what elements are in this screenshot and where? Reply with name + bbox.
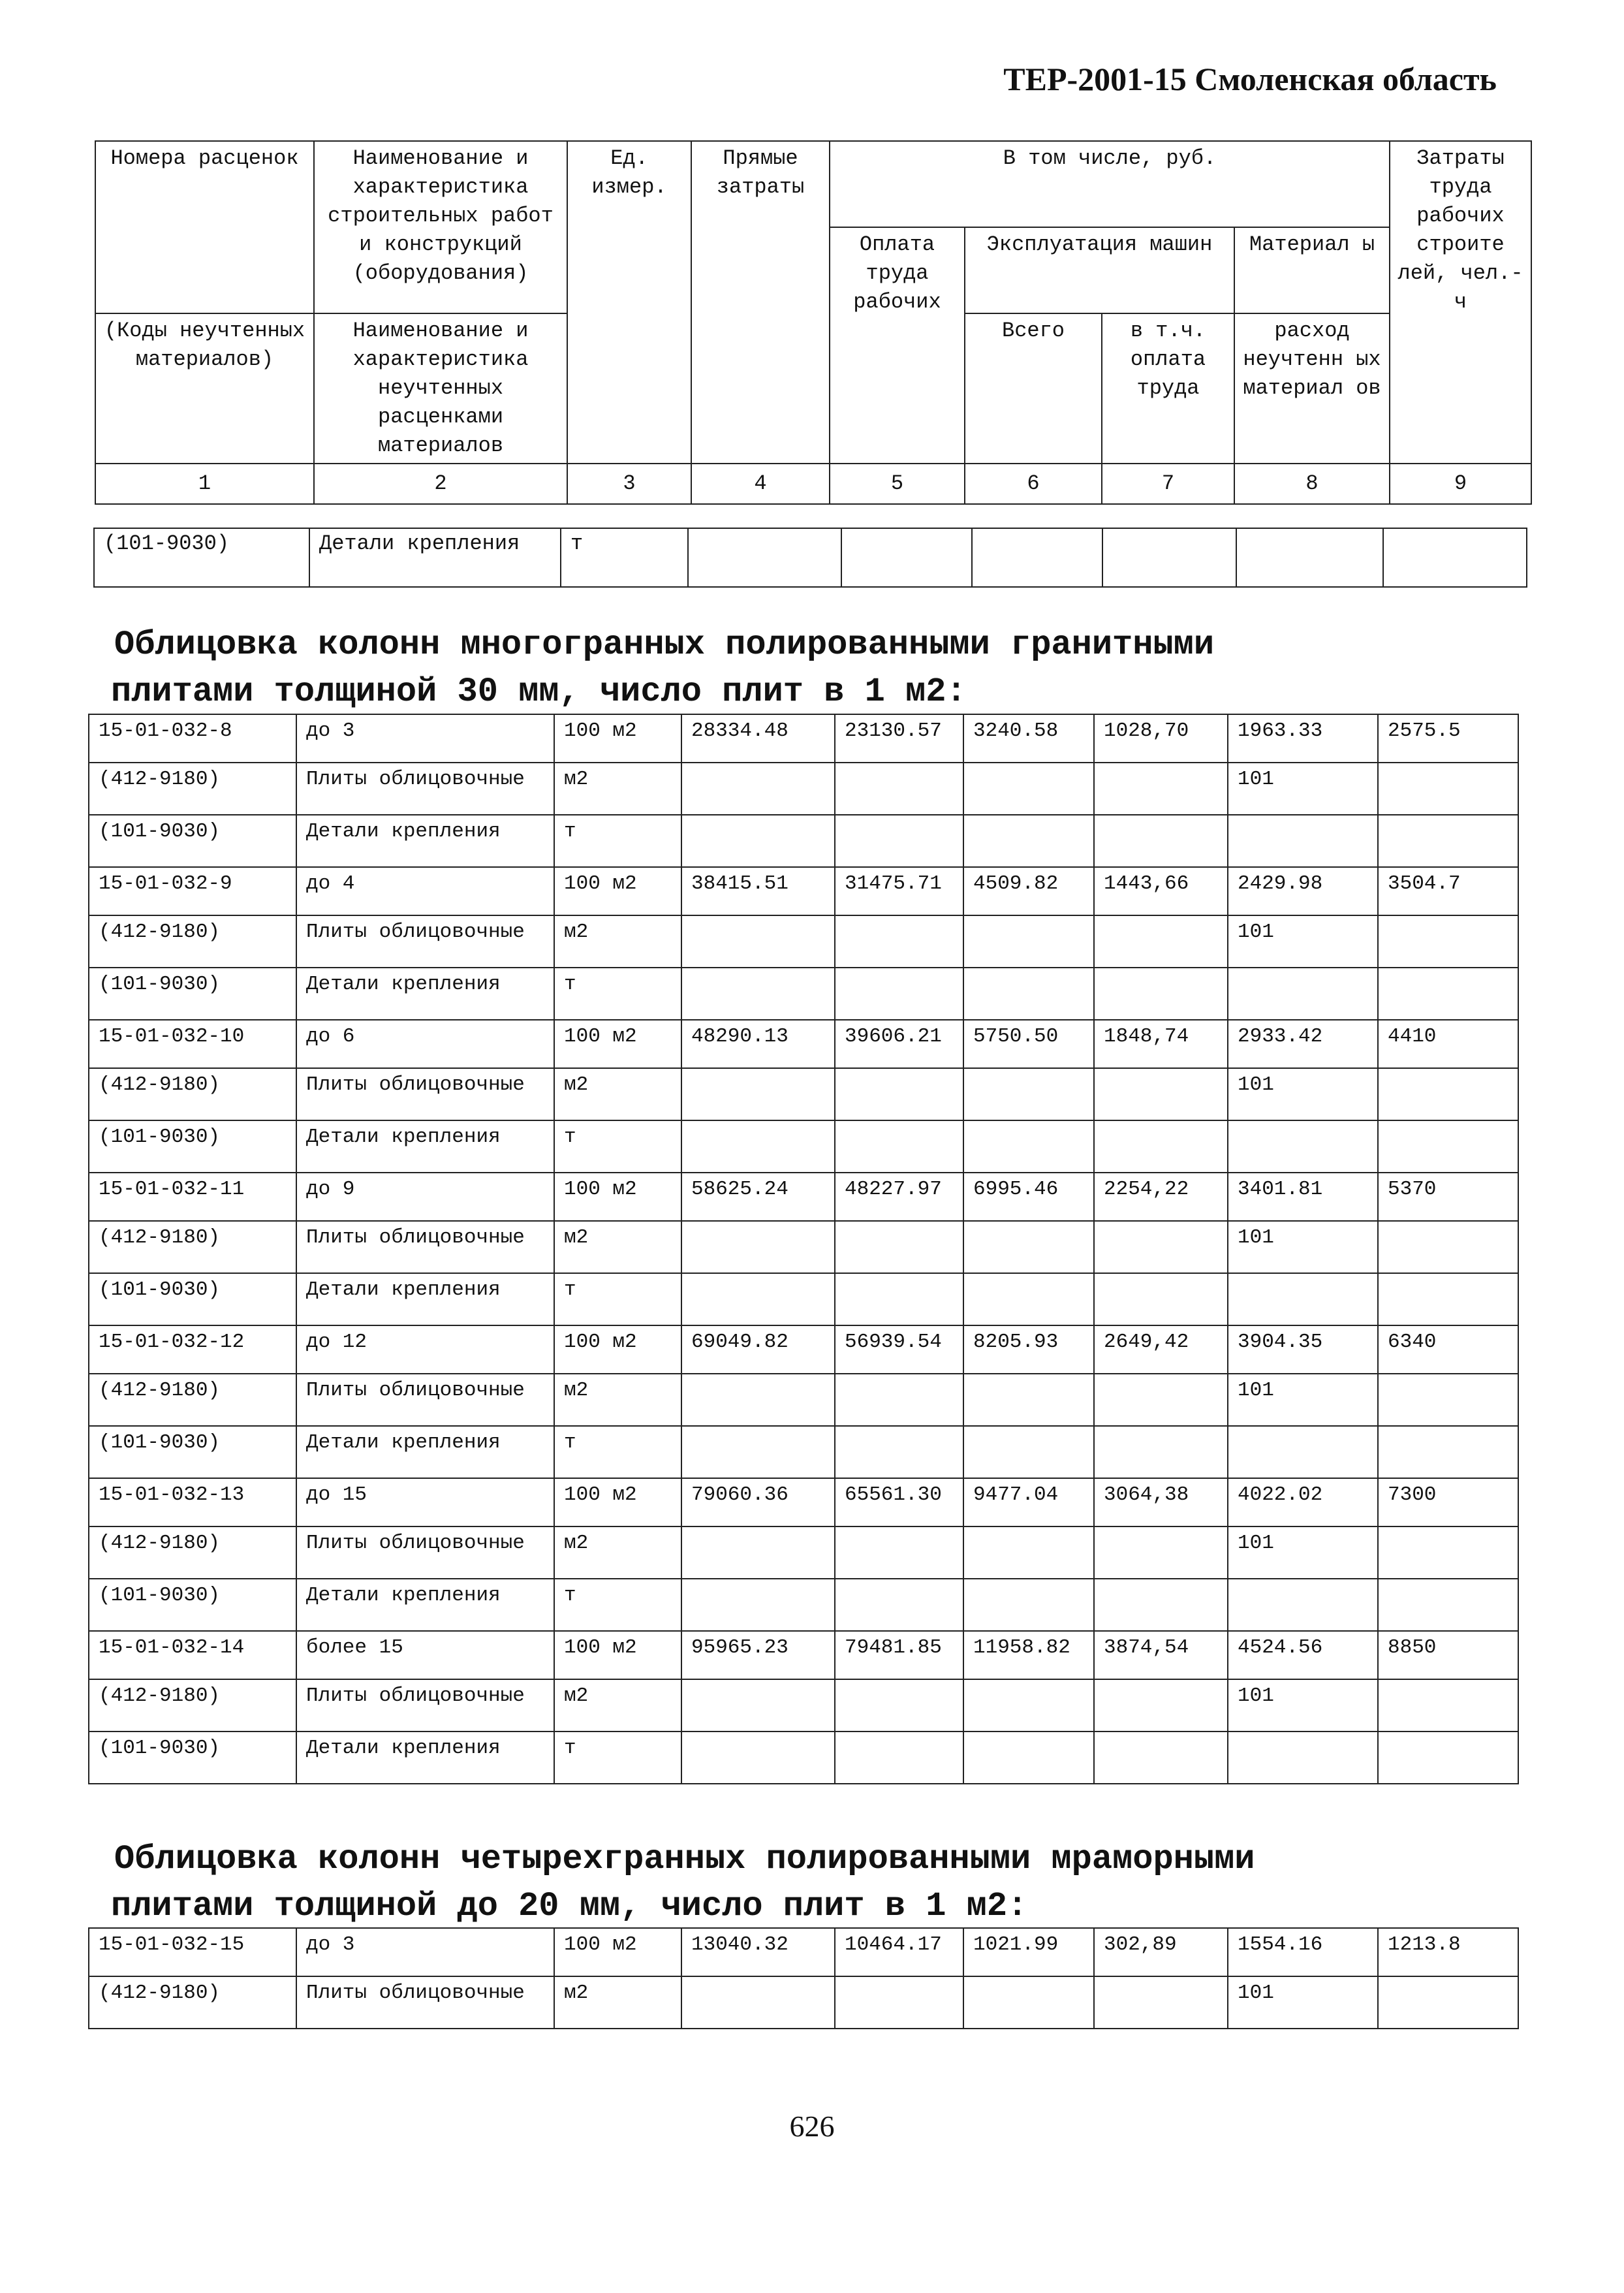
cell-materials: 4524.56: [1228, 1631, 1378, 1679]
table-row: [89, 815, 1518, 867]
cell-labor: [1378, 1679, 1518, 1732]
cell-unit: 100 м2: [554, 1020, 681, 1068]
cell-labor: [1378, 915, 1518, 968]
cell-machines-wage: 2254,22: [1094, 1173, 1228, 1221]
cell-unit: м2: [554, 763, 681, 815]
table-row: [89, 1221, 1518, 1273]
cell-materials: 2429.98: [1228, 867, 1378, 915]
cell-code: (101-9030): [89, 1120, 296, 1173]
cell-materials: 4022.02: [1228, 1478, 1378, 1526]
cell-machines: [963, 815, 1094, 867]
cell-name: Детали крепления: [296, 815, 554, 867]
cell-name: Детали крепления: [296, 1273, 554, 1325]
cell-labor: [1378, 1120, 1518, 1173]
cell-name: до 4: [296, 867, 554, 915]
cell-direct: [681, 915, 835, 968]
cell-code: (101-9030): [89, 1732, 296, 1784]
column-number: 7: [1102, 464, 1234, 504]
cell-machines: [963, 915, 1094, 968]
cell-labor: [1378, 1526, 1518, 1579]
cell-unit: 100 м2: [554, 1478, 681, 1526]
cell-machines-wage: [1094, 915, 1228, 968]
table-row: [89, 915, 1518, 968]
rates-table: [88, 1927, 1519, 2029]
document-header: ТЕР-2001-15 Смоленская область: [1003, 61, 1497, 97]
cell-wages: 31475.71: [835, 867, 963, 915]
page-number: 626: [789, 2110, 835, 2143]
cell-labor: 5370: [1378, 1173, 1518, 1221]
cell-materials: [1228, 1426, 1378, 1478]
cell-name: Детали крепления: [296, 1426, 554, 1478]
cell-labor: [1378, 1976, 1518, 2029]
header-materials: Материал ы: [1234, 227, 1390, 313]
cell-labor: 7300: [1378, 1478, 1518, 1526]
table-row: [89, 1173, 1518, 1221]
cell-wages: 65561.30: [835, 1478, 963, 1526]
cell-name: Плиты облицовочные: [296, 1221, 554, 1273]
cell-direct: [681, 1068, 835, 1120]
cell-wages: [835, 1732, 963, 1784]
cell-unit: м2: [554, 1374, 681, 1426]
cell-unit: т: [554, 1426, 681, 1478]
cell-materials: [1228, 1579, 1378, 1631]
cell-name: Плиты облицовочные: [296, 1976, 554, 2029]
table-row: [89, 1631, 1518, 1679]
cell-name: Детали крепления: [296, 968, 554, 1020]
cell-unit: т: [554, 1120, 681, 1173]
cell-machines: [963, 1732, 1094, 1784]
cell-materials: [1228, 1120, 1378, 1173]
cell-wages: [835, 1120, 963, 1173]
header-including: В том числе, руб.: [830, 141, 1390, 227]
cell-unit: 100 м2: [554, 1631, 681, 1679]
cell-materials: [1228, 1273, 1378, 1325]
cell-direct: [681, 763, 835, 815]
cell-machines: [963, 1426, 1094, 1478]
cell-labor: [1383, 528, 1527, 587]
cell-direct: 95965.23: [681, 1631, 835, 1679]
cell-code: 15-01-032-11: [89, 1173, 296, 1221]
table-row: [94, 528, 1527, 587]
cell-code: 15-01-032-14: [89, 1631, 296, 1679]
cell-machines-wage: 1443,66: [1094, 867, 1228, 915]
cell-name: Детали крепления: [296, 1732, 554, 1784]
cell-wages: 10464.17: [835, 1928, 963, 1976]
cell-machines-wage: [1094, 1374, 1228, 1426]
cell-unit: 100 м2: [554, 867, 681, 915]
table-row: [89, 1374, 1518, 1426]
cell-labor: 3504.7: [1378, 867, 1518, 915]
table-row: [89, 1478, 1518, 1526]
cell-name: Плиты облицовочные: [296, 1526, 554, 1579]
cell-unit: м2: [554, 915, 681, 968]
cell-machines-wage: 1848,74: [1094, 1020, 1228, 1068]
cell-materials: 3904.35: [1228, 1325, 1378, 1374]
cell-machines: 11958.82: [963, 1631, 1094, 1679]
cell-labor: [1378, 1426, 1518, 1478]
cell-materials: 1963.33: [1228, 714, 1378, 763]
cell-machines-wage: [1094, 1679, 1228, 1732]
cell-code: (101-9030): [89, 1426, 296, 1478]
cell-unit: 100 м2: [554, 714, 681, 763]
cell-code: (101-9030): [89, 1579, 296, 1631]
cell-unit: 100 м2: [554, 1173, 681, 1221]
cell-direct: 69049.82: [681, 1325, 835, 1374]
cell-unit: м2: [554, 1068, 681, 1120]
cell-materials: 101: [1228, 915, 1378, 968]
cell-code: (412-9180): [89, 915, 296, 968]
cell-name: Детали крепления: [296, 1579, 554, 1631]
table-row: [89, 1976, 1518, 2029]
cell-direct: [681, 1426, 835, 1478]
cell-direct: [681, 1579, 835, 1631]
cell-labor: [1378, 1068, 1518, 1120]
header-wages: Оплата труда рабочих: [830, 227, 965, 464]
cell-wages: 48227.97: [835, 1173, 963, 1221]
cell-machines-wage: 2649,42: [1094, 1325, 1228, 1374]
cell-direct: 28334.48: [681, 714, 835, 763]
cell-labor: [1378, 1273, 1518, 1325]
cell-machines: [972, 528, 1102, 587]
cell-machines: [963, 1679, 1094, 1732]
table-row: [89, 1120, 1518, 1173]
table-row: [89, 1732, 1518, 1784]
cell-machines: [963, 1526, 1094, 1579]
cell-direct: 38415.51: [681, 867, 835, 915]
cell-code: (412-9180): [89, 1526, 296, 1579]
cell-wages: 79481.85: [835, 1631, 963, 1679]
cell-wages: [835, 815, 963, 867]
cell-wages: [835, 915, 963, 968]
cell-machines-wage: 302,89: [1094, 1928, 1228, 1976]
cell-materials: 101: [1228, 1976, 1378, 2029]
cell-wages: 39606.21: [835, 1020, 963, 1068]
cell-wages: [835, 1976, 963, 2029]
cell-direct: [681, 1679, 835, 1732]
cell-unit: т: [561, 528, 688, 587]
cell-materials: 101: [1228, 1679, 1378, 1732]
cell-code: 15-01-032-12: [89, 1325, 296, 1374]
cell-unit: т: [554, 815, 681, 867]
cell-machines-wage: [1094, 815, 1228, 867]
cell-machines: 4509.82: [963, 867, 1094, 915]
cell-machines-wage: [1094, 1273, 1228, 1325]
cell-wages: [835, 968, 963, 1020]
cell-machines: 6995.46: [963, 1173, 1094, 1221]
rates-table: [88, 714, 1519, 1784]
cell-name: до 3: [296, 714, 554, 763]
cell-machines-wage: 3874,54: [1094, 1631, 1228, 1679]
cell-code: (412-9180): [89, 1679, 296, 1732]
cell-code: (412-9180): [89, 1374, 296, 1426]
cell-labor: 8850: [1378, 1631, 1518, 1679]
table-row: [89, 968, 1518, 1020]
cell-direct: [681, 1273, 835, 1325]
cell-code: 15-01-032-15: [89, 1928, 296, 1976]
cell-direct: [681, 1526, 835, 1579]
cell-machines: [963, 763, 1094, 815]
header-materials-bottom: расход неучтенн ых материал ов: [1234, 313, 1390, 464]
cell-machines-wage: 1028,70: [1094, 714, 1228, 763]
cell-machines: [963, 1120, 1094, 1173]
cell-unit: м2: [554, 1679, 681, 1732]
cell-machines-wage: [1094, 763, 1228, 815]
cell-labor: [1378, 1221, 1518, 1273]
cell-name: до 6: [296, 1020, 554, 1068]
cell-code: (101-9030): [89, 968, 296, 1020]
section-title-line: плитами толщиной 30 мм, число плит в 1 м2:: [111, 672, 967, 711]
cell-machines: [963, 1976, 1094, 2029]
section-title-line: Облицовка колонн четырехгранных полированными мраморными: [114, 1840, 1255, 1878]
column-number: 2: [314, 464, 567, 504]
cell-machines: 9477.04: [963, 1478, 1094, 1526]
header-unit: Ед. измер.: [567, 141, 691, 464]
cell-materials: 101: [1228, 1221, 1378, 1273]
cell-wages: [835, 1068, 963, 1120]
cell-machines: 8205.93: [963, 1325, 1094, 1374]
table-row: [89, 763, 1518, 815]
cell-name: до 3: [296, 1928, 554, 1976]
cell-machines-wage: [1094, 1732, 1228, 1784]
table-row: [89, 1928, 1518, 1976]
cell-wages: [835, 1526, 963, 1579]
cell-wages: 23130.57: [835, 714, 963, 763]
cell-materials: 101: [1228, 1526, 1378, 1579]
cell-wages: 56939.54: [835, 1325, 963, 1374]
cell-direct: [681, 1976, 835, 2029]
cell-materials: [1228, 1732, 1378, 1784]
section-title-line: плитами толщиной до 20 мм, число плит в 1 м2:: [111, 1887, 1028, 1925]
cell-materials: 2933.42: [1228, 1020, 1378, 1068]
table-row: [89, 1526, 1518, 1579]
header-name: Наименование и характеристика строительных работ и конструкций (оборудования): [314, 141, 567, 313]
cell-direct: [681, 1221, 835, 1273]
header-machines: Эксплуатация машин: [965, 227, 1234, 313]
cell-machines: 5750.50: [963, 1020, 1094, 1068]
cell-machines: [963, 1374, 1094, 1426]
cell-name: Детали крепления: [296, 1120, 554, 1173]
cell-name: Плиты облицовочные: [296, 1679, 554, 1732]
cell-direct: [681, 815, 835, 867]
table-row: [89, 714, 1518, 763]
cell-machines: [963, 1068, 1094, 1120]
cell-machines-wage: [1094, 1579, 1228, 1631]
cell-direct: [688, 528, 841, 587]
cell-unit: м2: [554, 1221, 681, 1273]
cell-code: (101-9030): [89, 1273, 296, 1325]
cell-direct: 48290.13: [681, 1020, 835, 1068]
cell-code: 15-01-032-13: [89, 1478, 296, 1526]
column-number: 1: [95, 464, 314, 504]
cell-labor: 6340: [1378, 1325, 1518, 1374]
cell-code: (412-9180): [89, 1221, 296, 1273]
cell-labor: 1213.8: [1378, 1928, 1518, 1976]
cell-direct: 58625.24: [681, 1173, 835, 1221]
cell-wages: [835, 1273, 963, 1325]
cell-unit: 100 м2: [554, 1325, 681, 1374]
header-machines-wage: в т.ч. оплата труда: [1102, 313, 1234, 464]
header-name-bottom: Наименование и характеристика неучтенных расценками материалов: [314, 313, 567, 464]
cell-wages: [835, 1374, 963, 1426]
cell-wages: [835, 763, 963, 815]
column-number: 3: [567, 464, 691, 504]
cell-labor: [1378, 1579, 1518, 1631]
cell-unit: м2: [554, 1976, 681, 2029]
cell-labor: [1378, 1732, 1518, 1784]
cell-code: (101-9030): [94, 528, 309, 587]
cell-direct: 79060.36: [681, 1478, 835, 1526]
header-direct-costs: Прямые затраты: [691, 141, 830, 464]
cell-materials: 101: [1228, 1068, 1378, 1120]
cell-labor: 4410: [1378, 1020, 1518, 1068]
cell-unit: т: [554, 1273, 681, 1325]
cell-code: 15-01-032-8: [89, 714, 296, 763]
cell-wages: [835, 1679, 963, 1732]
cell-direct: 13040.32: [681, 1928, 835, 1976]
cell-unit: 100 м2: [554, 1928, 681, 1976]
cell-materials: 101: [1228, 763, 1378, 815]
continuation-table: [93, 528, 1527, 588]
cell-materials: 3401.81: [1228, 1173, 1378, 1221]
cell-machines: 3240.58: [963, 714, 1094, 763]
cell-machines-wage: 3064,38: [1094, 1478, 1228, 1526]
cell-direct: [681, 968, 835, 1020]
cell-wages: [835, 1221, 963, 1273]
column-number: 6: [965, 464, 1102, 504]
cell-machines: [963, 1221, 1094, 1273]
cell-name: до 9: [296, 1173, 554, 1221]
section-title-line: Облицовка колонн многогранных полированными гранитными: [114, 625, 1215, 664]
cell-name: Детали крепления: [309, 528, 561, 587]
cell-unit: т: [554, 968, 681, 1020]
table-row: [89, 1273, 1518, 1325]
cell-machines-wage: [1094, 968, 1228, 1020]
cell-code: 15-01-032-9: [89, 867, 296, 915]
cell-direct: [681, 1120, 835, 1173]
section-title: [111, 622, 1524, 716]
cell-name: Плиты облицовочные: [296, 763, 554, 815]
table-row: [89, 1020, 1518, 1068]
table-row: [89, 867, 1518, 915]
cell-labor: [1378, 763, 1518, 815]
cell-labor: [1378, 815, 1518, 867]
cell-code: (412-9180): [89, 1068, 296, 1120]
cell-machines-wage: [1094, 1526, 1228, 1579]
cell-code: (101-9030): [89, 815, 296, 867]
header-code: Номера расценок: [95, 141, 314, 313]
cell-wages: [835, 1579, 963, 1631]
table-row: [89, 1325, 1518, 1374]
column-number: 4: [691, 464, 830, 504]
cell-code: (412-9180): [89, 763, 296, 815]
cell-name: более 15: [296, 1631, 554, 1679]
cell-machines-wage: [1094, 1426, 1228, 1478]
cell-machines-wage: [1094, 1221, 1228, 1273]
cell-code: 15-01-032-10: [89, 1020, 296, 1068]
cell-labor: [1378, 968, 1518, 1020]
cell-machines-wage: [1094, 1120, 1228, 1173]
header-labor: Затраты труда рабочих строите лей, чел.-ч: [1390, 141, 1531, 464]
cell-machines: [963, 968, 1094, 1020]
cell-materials: [1236, 528, 1383, 587]
cell-direct: [681, 1732, 835, 1784]
cell-wages: [841, 528, 972, 587]
cell-wages: [835, 1426, 963, 1478]
table-row: [89, 1579, 1518, 1631]
cell-name: Плиты облицовочные: [296, 1374, 554, 1426]
table-row: [89, 1679, 1518, 1732]
cell-labor: [1378, 1374, 1518, 1426]
column-number: 8: [1234, 464, 1390, 504]
cell-materials: [1228, 968, 1378, 1020]
cell-machines-wage: [1094, 1068, 1228, 1120]
cell-labor: 2575.5: [1378, 714, 1518, 763]
cell-machines: 1021.99: [963, 1928, 1094, 1976]
table-row: [89, 1068, 1518, 1120]
cell-machines-wage: [1094, 1976, 1228, 2029]
cell-machines-wage: [1102, 528, 1236, 587]
table-row: [89, 1426, 1518, 1478]
cell-code: (412-9180): [89, 1976, 296, 2029]
cell-machines: [963, 1579, 1094, 1631]
cell-machines: [963, 1273, 1094, 1325]
column-number: 9: [1390, 464, 1531, 504]
cell-unit: м2: [554, 1526, 681, 1579]
cell-direct: [681, 1374, 835, 1426]
cell-name: Плиты облицовочные: [296, 1068, 554, 1120]
cell-unit: т: [554, 1732, 681, 1784]
cell-materials: 101: [1228, 1374, 1378, 1426]
cell-unit: т: [554, 1579, 681, 1631]
cell-materials: [1228, 815, 1378, 867]
header-machines-total: Всего: [965, 313, 1102, 464]
cell-name: до 15: [296, 1478, 554, 1526]
column-header-table: [95, 140, 1532, 505]
cell-name: Плиты облицовочные: [296, 915, 554, 968]
cell-name: до 12: [296, 1325, 554, 1374]
cell-materials: 1554.16: [1228, 1928, 1378, 1976]
header-code-bottom: (Коды неучтенных материалов): [95, 313, 314, 464]
column-number: 5: [830, 464, 965, 504]
section-title: [111, 1836, 1524, 1930]
